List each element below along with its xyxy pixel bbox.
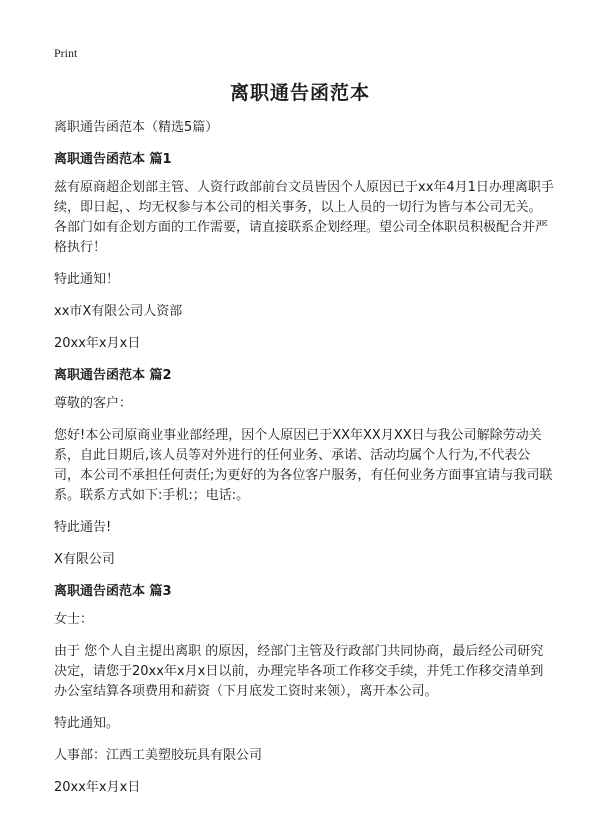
document-subtitle: 离职通告函范本（精选5篇） xyxy=(54,120,219,135)
section-heading-1: 离职通告函范本 篇1 xyxy=(54,152,172,167)
section-heading-2: 离职通告函范本 篇2 xyxy=(54,368,172,383)
section-1-signature: xx市X有限公司人资部 xyxy=(54,304,183,319)
section-1-paragraph: 兹有原商超企划部主管、人资行政部前台文员皆因个人原因已于xx年4月1日办理离职手续，即日起，、均无权参与本公司的相关事务，以上人员的一切行为皆与本公司无关。各部门如有企划方面的工作需要，请直接联系企划经理。望公司全体职员积极配合并严格执行！ xyxy=(54,180,554,255)
section-3-salutation: 女士： xyxy=(54,612,94,627)
section-2-paragraph: 您好!本公司原商业事业部经理，因个人原因已于XX年XX月XX日与我公司解除劳动关系，自此日期后,该人员等对外进行的任何业务、承诺、活动均属个人行为,不代表公司，本公司不承担任何责任;为更好的为各位客户服务，有任何业务方面事宜请与我司联系。联系方式如下:手机:；电话:。 xyxy=(54,428,553,503)
section-1-date: 20xx年x月x日 xyxy=(54,336,141,351)
section-3-date: 20xx年x月x日 xyxy=(54,780,141,795)
section-heading-3: 离职通告函范本 篇3 xyxy=(54,584,172,599)
section-1-closing: 特此通知！ xyxy=(54,272,120,287)
print-link[interactable]: Print xyxy=(54,46,78,60)
section-2-closing: 特此通告! xyxy=(54,520,112,535)
section-3-paragraph: 由于 您个人自主提出离职 的原因，经部门主管及行政部门共同协商，最后经公司研究决定，请您于20xx年x月x日以前，办理完毕各项工作移交手续，并凭工作移交清单到办公室结算各项费用和薪资（下月底发工资时来领），离开本公司。 xyxy=(54,644,544,699)
section-3-closing: 特此通知。 xyxy=(54,716,120,731)
section-3-signature: 人事部：江西工美塑胶玩具有限公司 xyxy=(54,748,263,763)
section-2-signature: X有限公司 xyxy=(54,552,115,567)
page-title: 离职通告函范本 xyxy=(229,82,370,104)
document-body xyxy=(54,118,554,810)
section-2-salutation: 尊敬的客户： xyxy=(54,396,133,411)
